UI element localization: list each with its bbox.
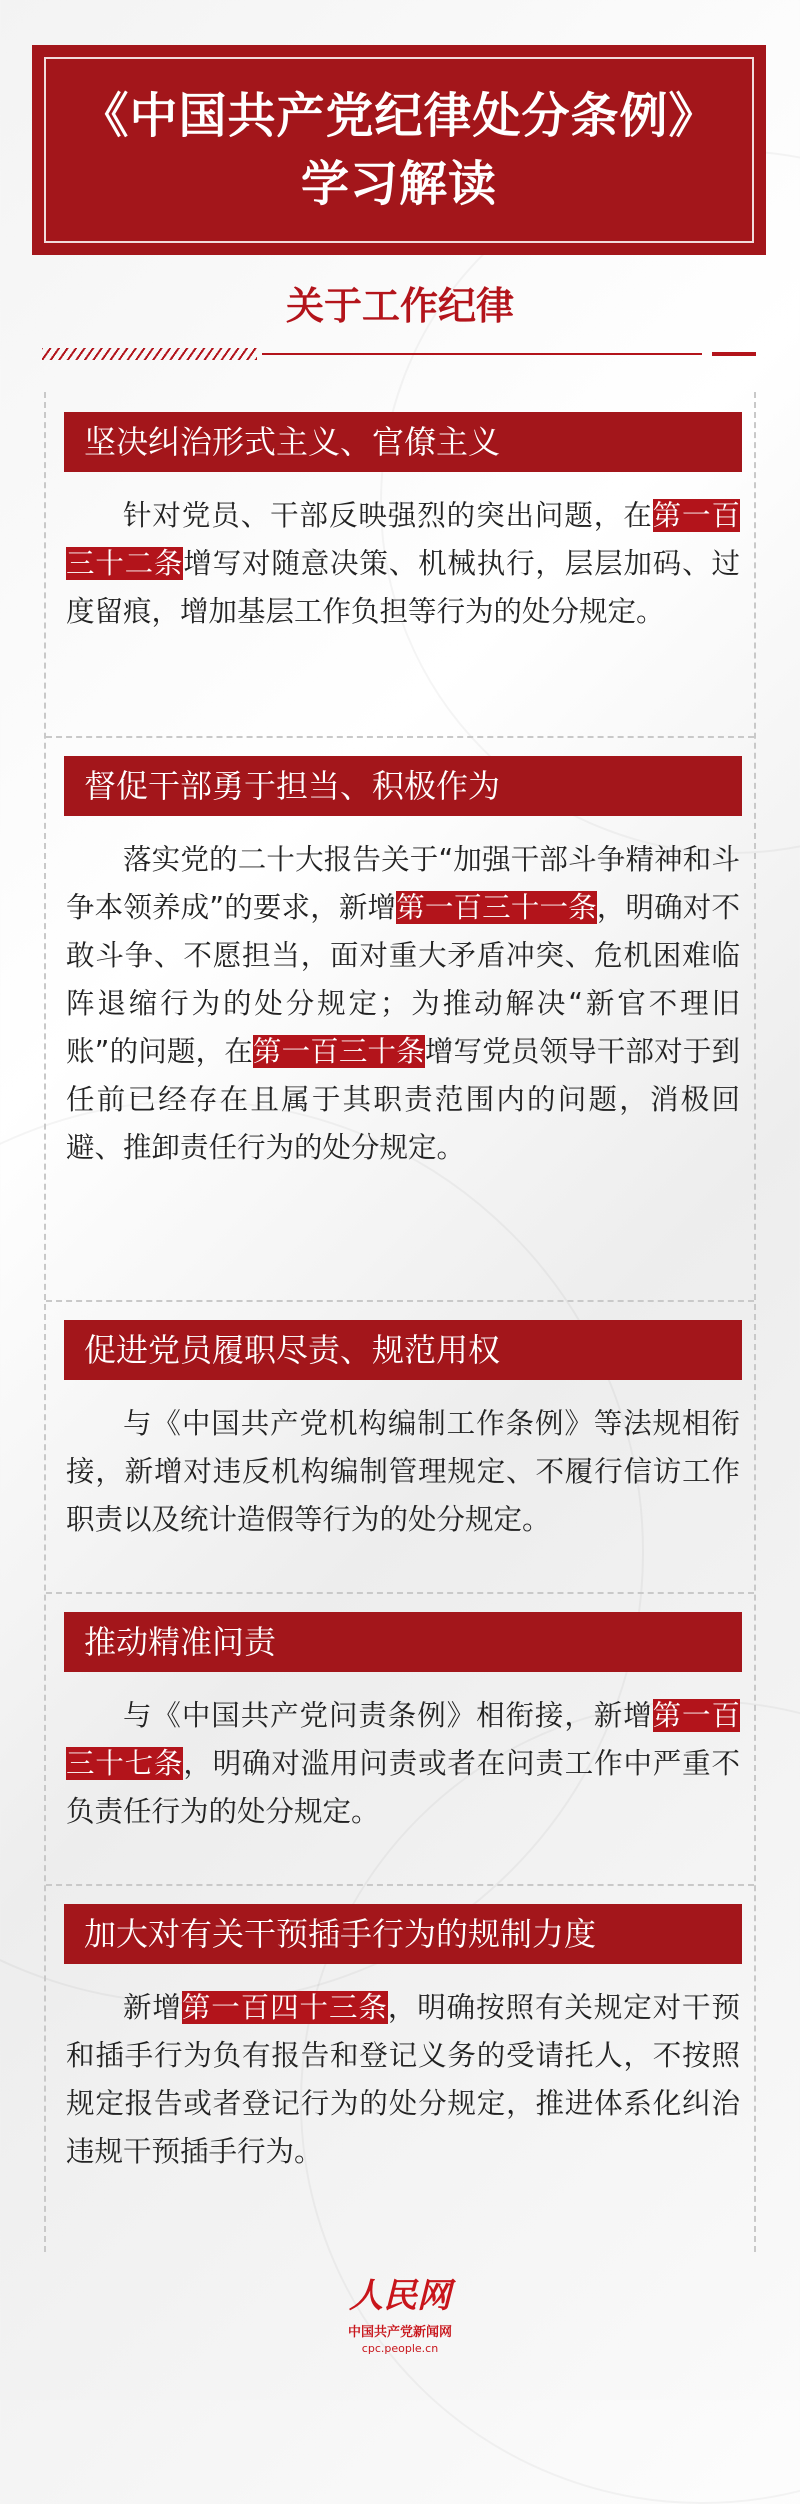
article-block-responsibility — [46, 736, 754, 1296]
decorative-line — [262, 353, 702, 355]
block-title: 督促干部勇于担当、积极作为 — [64, 756, 742, 816]
article-block-formalism — [46, 392, 754, 732]
text-segment: ，明确对滥用问责或者在问责工作中严重不负责任行为的处分规定。 — [66, 1747, 740, 1828]
logo-site-name: 中国共产党新闻网 — [347, 2325, 452, 2340]
block-title: 坚决纠治形式主义、官僚主义 — [64, 412, 742, 472]
article-highlight: 第一百三十条 — [252, 1035, 425, 1068]
page-subtitle: 学习解读 — [300, 156, 497, 212]
article-block-duties — [46, 1300, 754, 1590]
people-daily-logo: 人民网 — [349, 2276, 451, 2316]
text-segment: 针对党员、干部反映强烈的突出问题，在 — [123, 499, 653, 532]
text-segment: 与《中国共产党问责条例》相衔接，新增 — [123, 1699, 653, 1732]
text-segment: ，明确对不敢斗争、不愿担当，面对重大矛盾冲突、危机困难临阵退缩行为的处分规定；为推动解决“新官不理旧账”的问题，在 — [66, 891, 740, 1068]
section-heading: 关于工作纪律 — [285, 284, 514, 328]
title-frame — [44, 57, 754, 243]
block-title: 促进党员履职尽责、规范用权 — [64, 1320, 742, 1380]
article-block-interference — [46, 1884, 754, 2244]
block-text — [66, 492, 740, 636]
decorative-hatch — [42, 348, 257, 360]
article-highlight: 第一百三十七条 — [66, 1699, 740, 1780]
text-segment: 增写对随意决策、机械执行，层层加码、过度留痕，增加基层工作负担等行为的处分规定。 — [66, 547, 740, 628]
article-highlight: 第一百三十二条 — [66, 499, 740, 580]
logo-url: cpc.people.cn — [361, 2342, 439, 2355]
block-text — [66, 836, 740, 1172]
title-banner — [32, 45, 766, 255]
block-text: 与《中国共产党机构编制工作条例》等法规相衔接，新增对违反机构编制管理规定、不履行信访工作职责以及统计造假等行为的处分规定。 — [66, 1407, 740, 1536]
text-segment: 落实党的二十大报告关于“加强干部斗争精神和斗争本领养成”的要求，新增 — [66, 843, 740, 924]
article-highlight: 第一百四十三条 — [181, 1991, 388, 2024]
article-highlight: 第一百三十一条 — [396, 891, 597, 924]
text-segment: 增写党员领导干部对于到任前已经存在且属于其职责范围内的问题，消极回避、推卸责任行为的处分规定。 — [66, 1035, 740, 1164]
block-text — [66, 1984, 740, 2176]
content-panel — [44, 392, 756, 2252]
text-segment: ，明确按照有关规定对干预和插手行为负有报告和登记义务的受请托人，不按照规定报告或者登记行为的处分规定，推进体系化纠治违规干预插手行为。 — [66, 1991, 740, 2168]
decorative-dash — [712, 352, 756, 356]
block-text — [66, 1692, 740, 1836]
article-block-accountability — [46, 1592, 754, 1882]
page-title: 《中国共产党纪律处分条例》 — [80, 88, 718, 144]
text-segment: 新增 — [123, 1991, 182, 2024]
block-title: 加大对有关干预插手行为的规制力度 — [64, 1904, 742, 1964]
footer-logo — [0, 2268, 800, 2355]
block-title: 推动精准问责 — [64, 1612, 742, 1672]
